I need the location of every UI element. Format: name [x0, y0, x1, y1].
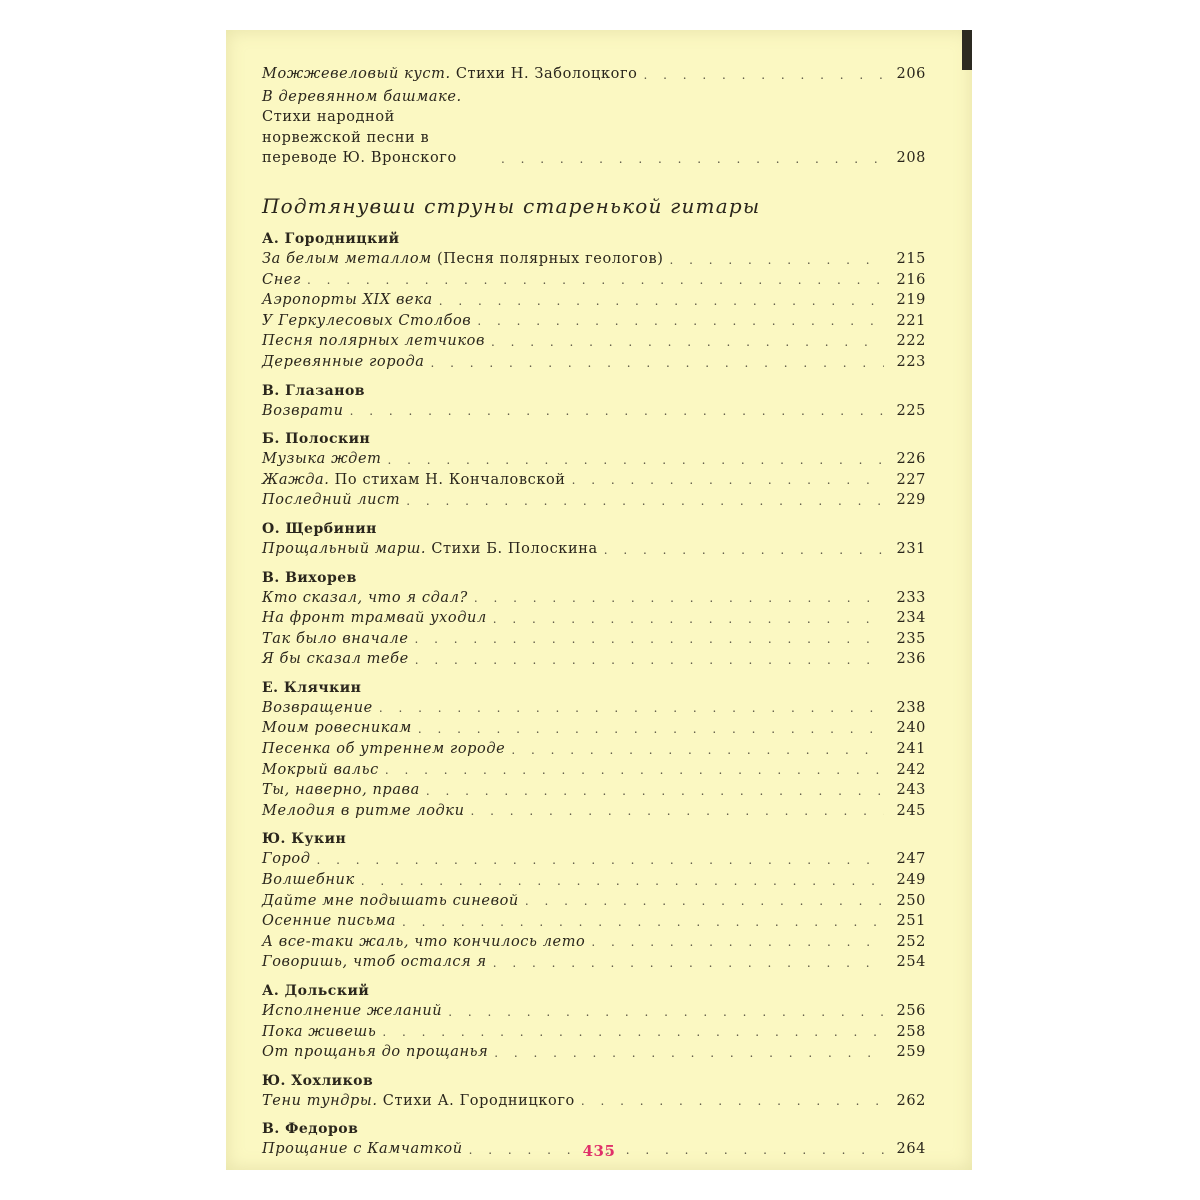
toc-entry: [262, 911, 926, 932]
leader-dots: [525, 894, 884, 908]
leader-dots: [430, 356, 884, 370]
author-name: В. Федоров: [262, 1121, 359, 1138]
leader-dots: [471, 804, 884, 818]
author-name: Е. Клячкин: [262, 679, 362, 696]
leader-dots: [415, 632, 884, 646]
entry-title-italic: Дайте мне подышать синевой: [262, 892, 519, 909]
leader-dots: [385, 763, 884, 777]
entry-title-italic: Осенние письма: [262, 913, 396, 930]
entry-title: [262, 490, 400, 511]
leader-dots: [477, 314, 884, 328]
author-name: А. Дольский: [262, 983, 370, 999]
entry-title: [262, 331, 485, 352]
entry-title: [262, 1091, 575, 1112]
entry-page-number: 249: [896, 872, 926, 889]
author-name: А. Городницкий: [262, 230, 400, 247]
entry-title: [262, 932, 585, 953]
entry-title: [262, 718, 412, 739]
entry-title-italic: Деревянные города: [262, 353, 425, 370]
entry-title-italic: От прощанья до прощанья: [262, 1044, 489, 1061]
toc-entry: [262, 87, 926, 169]
entry-page-number: 258: [896, 1023, 926, 1040]
toc-entry: [262, 270, 926, 291]
entry-title-note: Стихи Б. Полоскина: [426, 540, 598, 557]
page-number: 435: [582, 1142, 616, 1160]
entry-title-italic: Можжевеловый куст.: [262, 66, 451, 82]
toc-entry: [262, 588, 926, 609]
toc-entry: [262, 649, 926, 670]
entry-page-number: 243: [896, 782, 926, 799]
leader-dots: [669, 253, 884, 267]
leader-dots: [501, 152, 884, 166]
entry-page-number: 215: [896, 250, 926, 267]
leader-dots: [493, 612, 884, 626]
entry-title: [262, 629, 409, 650]
author-group: [262, 1071, 926, 1112]
leader-dots: [361, 874, 884, 888]
toc-entry: [262, 64, 926, 85]
leader-dots: [415, 653, 884, 667]
leader-dots: [491, 335, 884, 349]
entry-title-note: (Песня полярных геологов): [431, 250, 664, 267]
entry-page-number: 219: [896, 292, 926, 309]
leader-dots: [643, 68, 884, 82]
toc-entry: [262, 1022, 926, 1043]
entry-title-italic: Музыка ждет: [262, 451, 382, 468]
toc-entry: [262, 801, 926, 822]
entry-title-italic: Пока живешь: [262, 1023, 377, 1040]
leader-dots: [511, 743, 884, 757]
author-group: [262, 381, 926, 422]
toc-entry: [262, 739, 926, 760]
entry-page-number: 208: [896, 150, 926, 167]
leader-dots: [379, 701, 884, 715]
toc-entry: [262, 698, 926, 719]
entry-title-italic: Последний лист: [262, 492, 401, 509]
toc-entry: [262, 629, 926, 650]
entry-page-number: 241: [896, 741, 926, 758]
entry-title-italic: Ты, наверно, права: [262, 782, 420, 799]
entry-title-italic: Песенка об утреннем городе: [262, 741, 506, 758]
leader-dots: [388, 453, 885, 467]
toc-entry: [262, 490, 926, 511]
entry-title-italic: Прощальный марш.: [262, 540, 427, 557]
toc-entry: [262, 539, 926, 560]
entry-page-number: 229: [896, 492, 926, 509]
author-group: [262, 568, 926, 670]
entry-title-italic: У Геркулесовых Столбов: [262, 312, 472, 329]
entry-title: [262, 801, 465, 822]
entry-title-note: Стихи Н. Заболоцкого: [450, 66, 638, 82]
author-name: О. Щербинин: [262, 520, 377, 537]
entry-page-number: 227: [896, 471, 926, 488]
entry-page-number: 259: [896, 1044, 926, 1061]
entry-title-italic: Снег: [262, 271, 301, 288]
entry-title-italic: Так было вначале: [262, 630, 409, 647]
entry-title-italic: На фронт трамвай уходил: [262, 610, 487, 627]
entry-title-note: Стихи народной норвежской песни в переводе Ю. Вронского: [262, 109, 457, 167]
entry-page-number: 264: [896, 1141, 926, 1158]
toc-entry: [262, 1091, 926, 1112]
entry-title-note: По стихам Н. Кончаловской: [329, 471, 566, 488]
toc-entry: [262, 891, 926, 912]
entry-title-italic: Возврати: [262, 402, 344, 419]
entry-title: [262, 911, 396, 932]
leader-dots: [493, 956, 884, 970]
entry-page-number: 206: [896, 66, 926, 82]
entry-title: [262, 249, 663, 270]
entry-title-italic: Мелодия в ритме лодки: [262, 802, 465, 819]
entry-title-italic: Прощание с Камчаткой: [262, 1141, 463, 1158]
entry-title: [262, 891, 519, 912]
entry-title: [262, 952, 487, 973]
entry-page-number: 240: [896, 720, 926, 737]
entry-title-italic: Мокрый вальс: [262, 761, 379, 778]
leader-dots: [382, 1025, 884, 1039]
entry-title: [262, 1022, 376, 1043]
toc-entry: [262, 780, 926, 801]
toc-entry: [262, 449, 926, 470]
entry-page-number: 231: [896, 540, 926, 557]
leader-dots: [317, 853, 884, 867]
entry-title: [262, 608, 487, 629]
leader-dots: [426, 784, 884, 798]
toc-entry: [262, 870, 926, 891]
author-group: [262, 829, 926, 973]
entry-title-italic: Аэропорты XIX века: [262, 292, 433, 309]
entry-title-italic: Песня полярных летчиков: [262, 333, 485, 350]
entry-page-number: 234: [896, 610, 926, 627]
leader-dots: [439, 294, 884, 308]
toc-entry: [262, 1001, 926, 1022]
section-title: Подтянувши струны старенькой гитары: [262, 193, 761, 218]
leader-dots: [604, 543, 884, 557]
leader-dots: [581, 1094, 884, 1108]
author-group: [262, 429, 926, 511]
entry-title-italic: За белым металлом: [262, 250, 432, 267]
table-of-contents: [262, 64, 926, 1162]
entry-title: [262, 870, 355, 891]
entry-title-italic: Волшебник: [262, 872, 355, 889]
entry-title: [262, 1001, 442, 1022]
entry-title: [262, 1042, 488, 1063]
entry-title-italic: Кто сказал, что я сдал?: [262, 589, 468, 606]
entry-title: [262, 760, 379, 781]
toc-entry: [262, 760, 926, 781]
entry-page-number: 250: [896, 892, 926, 909]
toc-entry: [262, 290, 926, 311]
toc-entry: [262, 849, 926, 870]
entry-title: [262, 64, 637, 85]
author-group: [262, 519, 926, 560]
leader-dots: [572, 473, 884, 487]
entry-title: [262, 352, 424, 373]
entry-title: [262, 311, 471, 332]
entry-title: [262, 588, 468, 609]
entry-title: [262, 470, 566, 491]
toc-entry: [262, 331, 926, 352]
entry-page-number: 256: [896, 1003, 926, 1019]
entry-title-italic: Тени тундры.: [262, 1092, 378, 1109]
entry-title-italic: Жажда.: [262, 471, 330, 488]
leader-dots: [418, 722, 884, 736]
entry-page-number: 254: [896, 954, 926, 971]
entry-page-number: 247: [896, 851, 926, 868]
entry-title-note: Стихи А. Городницкого: [377, 1092, 575, 1109]
entry-page-number: 222: [896, 333, 926, 350]
author-name: Б. Полоскин: [262, 431, 371, 448]
entry-title-italic: Город: [262, 851, 311, 868]
entry-title: [262, 780, 420, 801]
entry-page-number: 242: [896, 761, 926, 778]
entry-page-number: 225: [896, 402, 926, 419]
entry-title-italic: Говоришь, чтоб остался я: [262, 954, 487, 971]
entry-title: [262, 649, 409, 670]
author-group: [262, 981, 926, 1063]
entry-page-number: 245: [896, 802, 926, 819]
leader-dots: [402, 915, 884, 929]
leader-dots: [350, 404, 884, 418]
entry-title-italic: Возвращение: [262, 699, 373, 716]
entry-title: [262, 849, 311, 870]
entry-title: [262, 449, 382, 470]
entry-title-italic: Моим ровесникам: [262, 720, 412, 737]
entry-title: [262, 401, 344, 422]
entry-page-number: 223: [896, 353, 926, 370]
entry-title: [262, 87, 495, 169]
leader-dots: [474, 591, 884, 605]
toc-entry: [262, 249, 926, 270]
entry-page-number: 216: [896, 271, 926, 288]
toc-entry: [262, 932, 926, 953]
leader-dots: [494, 1046, 884, 1060]
entry-page-number: 226: [896, 451, 926, 468]
entry-title: [262, 698, 373, 719]
entry-title-italic: Я бы сказал тебе: [262, 651, 409, 668]
author-group: [262, 678, 926, 822]
toc-entry: [262, 952, 926, 973]
toc-entry: [262, 608, 926, 629]
entry-page-number: 238: [896, 699, 926, 716]
entry-page-number: 236: [896, 651, 926, 668]
entry-page-number: 252: [896, 933, 926, 950]
entry-title: [262, 539, 598, 560]
entry-title: [262, 290, 433, 311]
entry-title-italic: А все-таки жаль, что кончилось лето: [262, 933, 586, 950]
author-name: В. Вихорев: [262, 569, 357, 586]
author-group: [262, 229, 926, 373]
author-name: Ю. Хохликов: [262, 1072, 374, 1089]
entry-title-italic: Исполнение желаний: [262, 1003, 443, 1019]
toc-entry: [262, 352, 926, 373]
author-name: Ю. Кукин: [262, 831, 347, 848]
entry-title-italic: В деревянном башмаке.: [262, 88, 462, 105]
entry-page-number: 251: [896, 913, 926, 930]
toc-entry: [262, 718, 926, 739]
author-name: В. Глазанов: [262, 382, 366, 399]
entry-title: [262, 270, 301, 291]
book-page: [226, 30, 972, 1170]
toc-entry: [262, 311, 926, 332]
entry-title: [262, 739, 505, 760]
leader-dots: [448, 1005, 884, 1019]
leader-dots: [591, 935, 884, 949]
entry-page-number: 235: [896, 630, 926, 647]
leader-dots: [406, 494, 884, 508]
toc-entry: [262, 470, 926, 491]
entry-page-number: 262: [896, 1092, 926, 1109]
toc-entry: [262, 1042, 926, 1063]
toc-entry: [262, 401, 926, 422]
leader-dots: [307, 273, 884, 287]
entry-page-number: 233: [896, 589, 926, 606]
entry-page-number: 221: [896, 312, 926, 329]
